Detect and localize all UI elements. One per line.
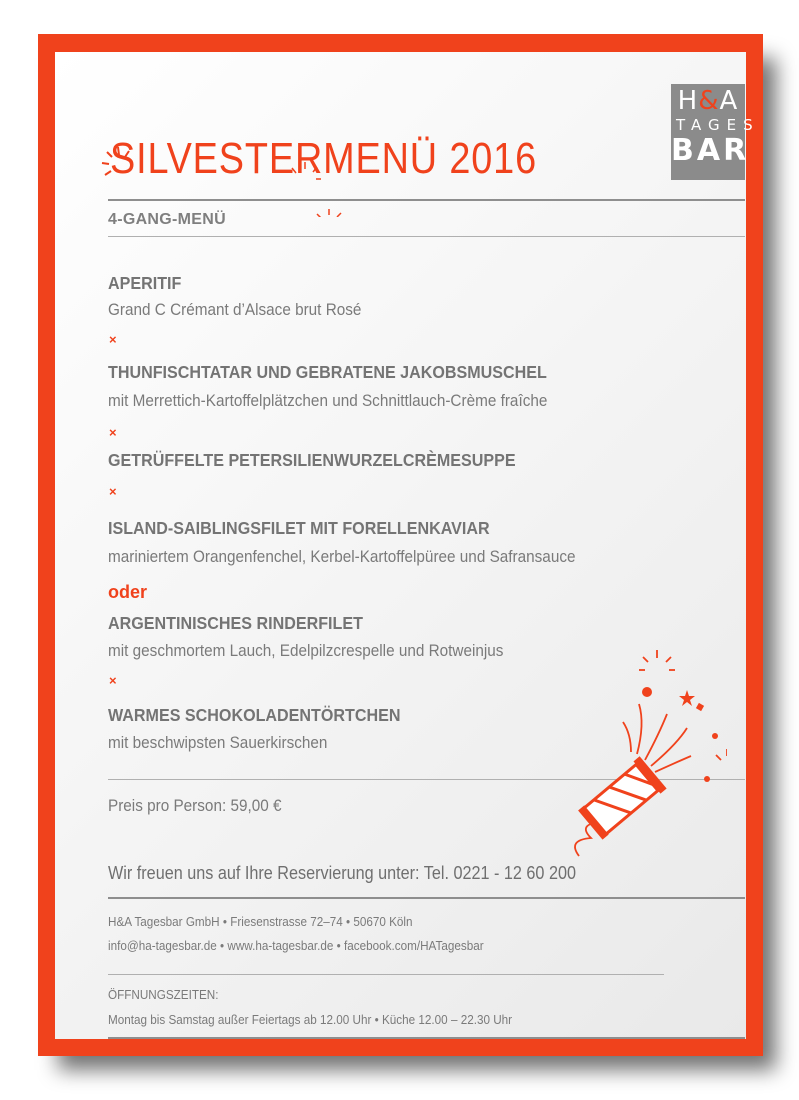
- party-popper-icon: [527, 644, 727, 864]
- logo-ampersand: &: [698, 86, 720, 116]
- course-description: Grand C Crémant d’Alsace brut Rosé: [108, 300, 362, 319]
- separator-icon: ×: [109, 484, 117, 499]
- course-title: THUNFISCHTATAR UND GEBRATENE JAKOBSMUSCHEL: [108, 362, 547, 382]
- footer-address: H&A Tagesbar GmbH • Friesenstrasse 72–74 • 50670 Köln: [108, 914, 413, 929]
- price-per-person: Preis pro Person: 59,00 €: [108, 796, 282, 815]
- footer-contact: info@ha-tagesbar.de • www.ha-tagesbar.de • facebook.com/HATagesbar: [108, 938, 484, 953]
- course-title: ISLAND-SAIBLINGSFILET MIT FORELLENKAVIAR: [108, 518, 490, 538]
- opening-hours-label: ÖFFNUNGSZEITEN:: [108, 987, 219, 1002]
- logo-h: H: [677, 86, 699, 116]
- logo-a: A: [719, 86, 739, 116]
- menu-card: [55, 52, 760, 1039]
- separator-icon: ×: [109, 673, 117, 688]
- subtitle-divider: [108, 236, 745, 237]
- alternative-label: oder: [108, 582, 148, 602]
- menu-frame: [38, 34, 763, 1056]
- course-description: mit beschwipsten Sauerkirschen: [108, 733, 328, 752]
- logo-line-3: BAR: [671, 133, 750, 168]
- logo-line-2: TAGES: [676, 116, 760, 134]
- separator-icon: ×: [109, 332, 117, 347]
- menu-subtitle: 4-GANG-MENÜ: [108, 211, 226, 228]
- title-divider: [108, 199, 745, 201]
- course-title: APERITIF: [108, 273, 182, 293]
- logo-line-1: [671, 86, 745, 116]
- footer-divider: [108, 974, 664, 975]
- ha-tagesbar-logo: [671, 84, 760, 180]
- reservation-divider: [108, 897, 745, 899]
- bottom-divider: [108, 1037, 745, 1039]
- course-description: mariniertem Orangenfenchel, Kerbel-Kartoffelpüree und Safransauce: [108, 547, 576, 566]
- opening-hours: Montag bis Samstag außer Feiertags ab 12.00 Uhr • Küche 12.00 – 22.30 Uhr: [108, 1012, 513, 1027]
- course-title: GETRÜFFELTE PETERSILIENWURZELCRÈMESUPPE: [108, 450, 516, 470]
- separator-icon: ×: [109, 425, 117, 440]
- menu-title: SILVESTERMENÜ 2016: [110, 134, 537, 183]
- reservation-info: Wir freuen uns auf Ihre Reservierung unter: Tel. 0221 - 12 60 200: [108, 863, 576, 883]
- course-description: mit Merrettich-Kartoffelplätzchen und Schnittlauch-Crème fraîche: [108, 391, 548, 410]
- course-title: WARMES SCHOKOLADENTÖRTCHEN: [108, 705, 401, 725]
- course-title: ARGENTINISCHES RINDERFILET: [108, 613, 363, 633]
- course-description: mit geschmortem Lauch, Edelpilzcrespelle und Rotweinjus: [108, 641, 504, 660]
